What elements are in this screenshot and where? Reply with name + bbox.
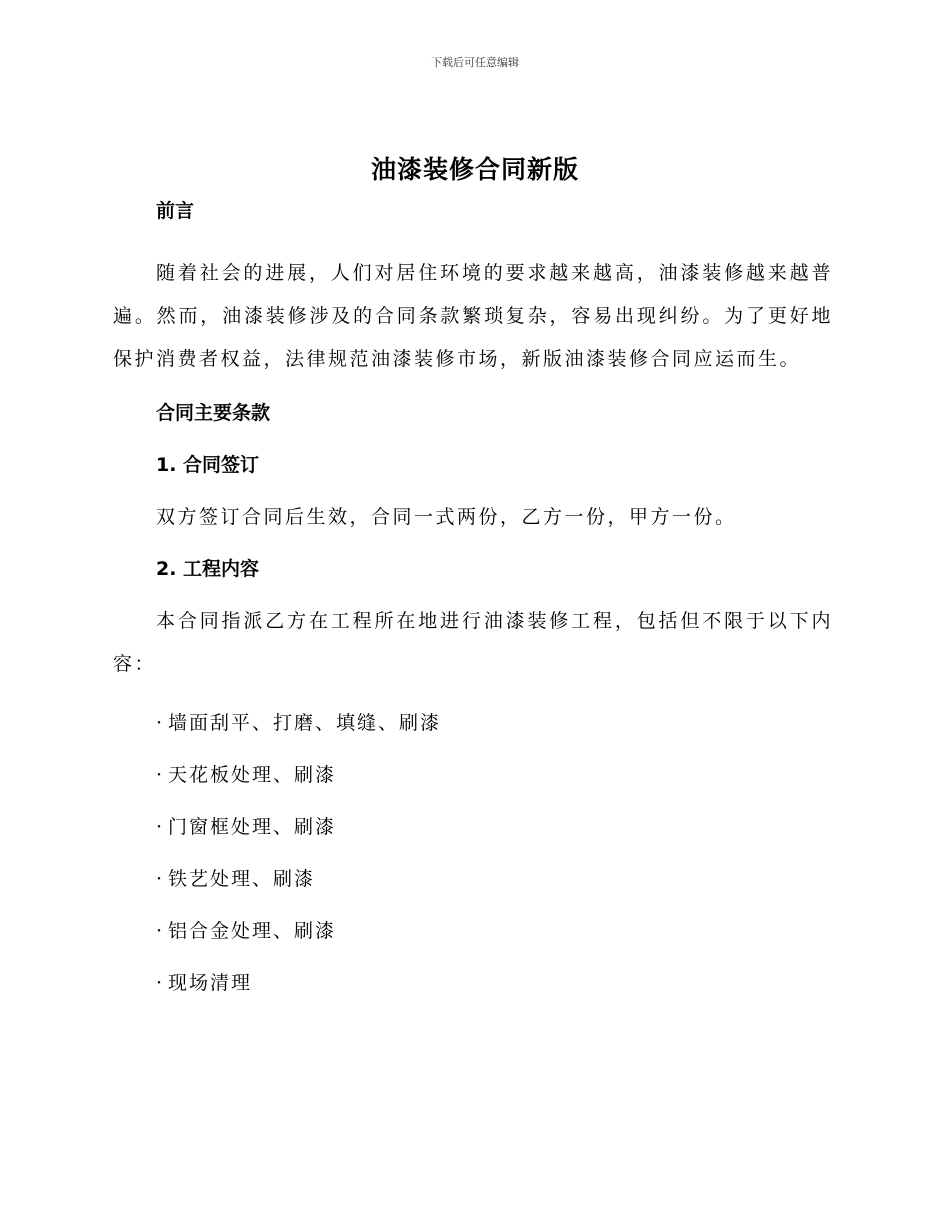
preface-paragraph: 随着社会的进展，人们对居住环境的要求越来越高，油漆装修越来越普遍。然而，油漆装修涉及的合同条款繁琐复杂，容易出现纠纷。为了更好地保护消费者权益，法律规范油漆装修市场，新版油漆装修合同应运而生。 [113,262,833,370]
sign-paragraph: 双方签订合同后生效，合同一式两份，乙方一份，甲方一份。 [156,506,737,528]
list-item [113,916,833,946]
bullet-marker: · [156,712,165,734]
document-body [113,196,833,998]
content-heading: 2. 工程内容 [156,558,260,580]
list-item-text: 铁艺处理、刷漆 [168,868,316,890]
work-items-list [113,708,833,998]
list-item [113,708,833,738]
list-item-text: 墙面刮平、打磨、填缝、刷漆 [168,712,442,734]
list-item-text: 铝合金处理、刷漆 [168,920,337,942]
list-item-text: 门窗框处理、刷漆 [168,816,337,838]
list-item [113,968,833,998]
document-title: 油漆装修合同新版 [370,155,579,184]
list-item [113,864,833,894]
list-item [113,760,833,790]
sign-heading: 1. 合同签订 [156,454,260,476]
bullet-marker: · [156,920,165,942]
bullet-marker: · [156,764,165,786]
list-item-text: 天花板处理、刷漆 [168,764,337,786]
bullet-marker: · [156,816,165,838]
header-note: 下载后可任意编辑 [431,56,519,69]
list-item [113,812,833,842]
main-terms-heading: 合同主要条款 [156,402,271,424]
list-item-text: 现场清理 [168,972,253,994]
bullet-marker: · [156,868,165,890]
preface-heading: 前言 [156,200,195,222]
bullet-marker: · [156,972,165,994]
content-paragraph: 本合同指派乙方在工程所在地进行油漆装修工程，包括但不限于以下内容： [113,610,833,675]
